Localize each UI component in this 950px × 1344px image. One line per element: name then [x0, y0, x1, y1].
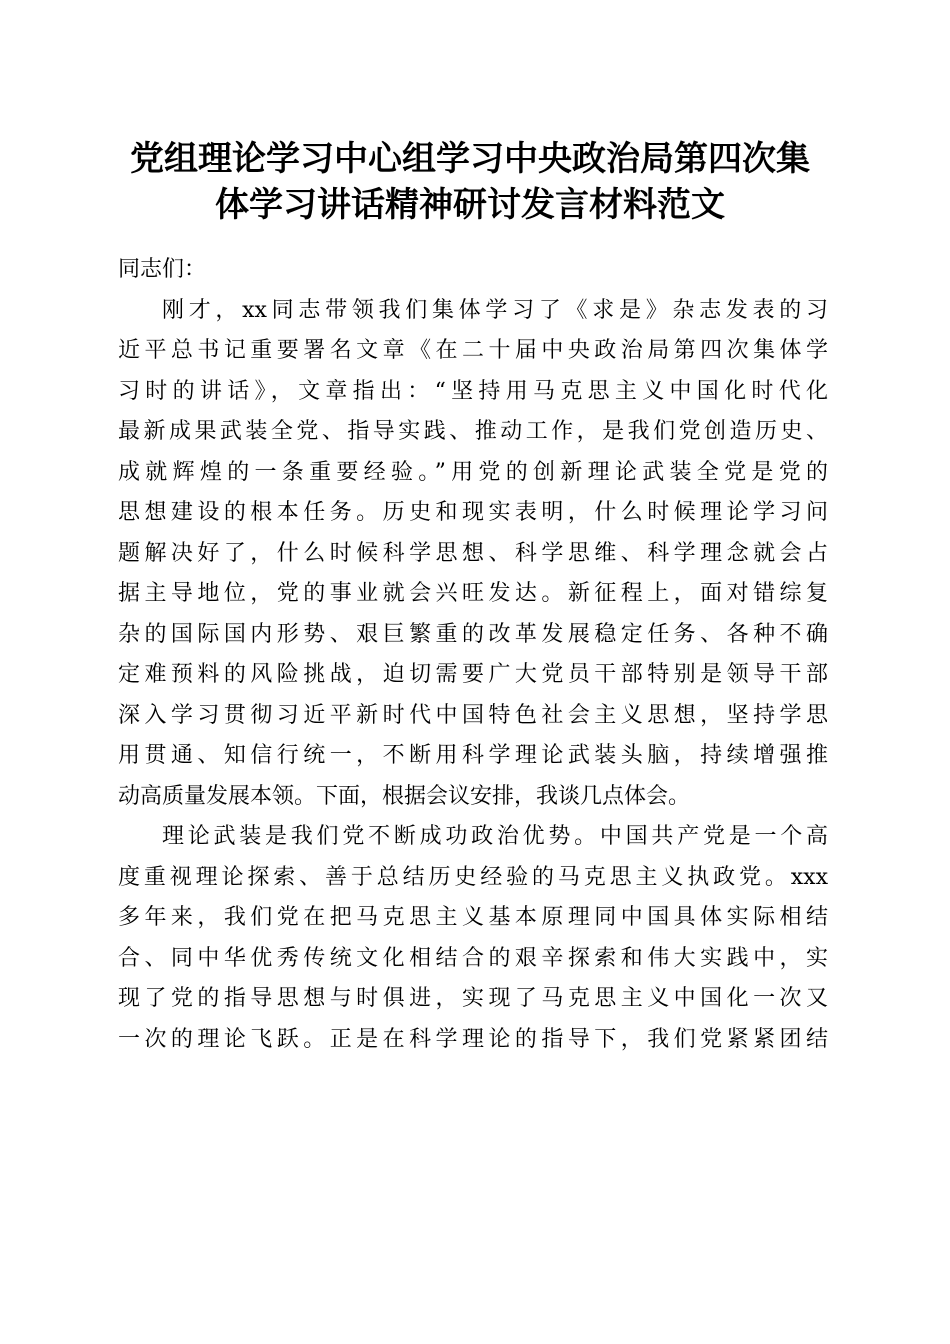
paragraph-line: 刚才，xx同志带领我们集体学习了《求是》杂志发表的习: [162, 297, 828, 323]
title-line-1: 党组理论学习中心组学习中央政治局第四次集: [130, 139, 810, 179]
document-body: [118, 250, 828, 1060]
paragraph-line: 深入学习贯彻习近平新时代中国特色社会主义思想，坚持学思: [118, 702, 828, 728]
paragraph-line: 度重视理论探索、善于总结历史经验的马克思主义执政党。xxx: [118, 864, 828, 890]
paragraph-line: 杂的国际国内形势、艰巨繁重的改革发展稳定任务、各种不确: [118, 621, 828, 647]
paragraph-line: 定难预料的风险挑战，迫切需要广大党员干部特别是领导干部: [118, 662, 828, 687]
paragraph-line: 题解决好了，什么时候科学思想、科学思维、科学理念就会占: [118, 540, 828, 566]
title-line-2: 体学习讲话精神研讨发言材料范文: [215, 185, 725, 225]
paragraph-line: 思想建设的根本任务。历史和现实表明，什么时候理论学习问: [118, 500, 828, 525]
paragraph-line: 近平总书记重要署名文章《在二十届中央政治局第四次集体学: [118, 338, 828, 363]
greeting: 同志们：: [118, 257, 207, 282]
paragraph-line: 合、同中华优秀传统文化相结合的艰辛探索和伟大实践中，实: [118, 945, 828, 971]
paragraph-line: 成就辉煌的一条重要经验。”用党的创新理论武装全党是党的: [118, 459, 828, 485]
paragraph-line: 理论武装是我们党不断成功政治优势。中国共产党是一个高: [162, 824, 828, 849]
paragraph-line: 多年来，我们党在把马克思主义基本原理同中国具体实际相结: [118, 905, 828, 930]
paragraph-line: 现了党的指导思想与时俱进，实现了马克思主义中国化一次又: [118, 986, 828, 1011]
paragraph-line: 习时的讲话》，文章指出：“坚持用马克思主义中国化时代化: [118, 378, 828, 404]
document-title: [100, 136, 840, 228]
paragraph-line: 一次的理论飞跃。正是在科学理论的指导下，我们党紧紧团结: [118, 1026, 828, 1052]
paragraph-line: 最新成果武装全党、指导实践、推动工作，是我们党创造历史、: [118, 419, 828, 444]
paragraph-line: 用贯通、知信行统一，不断用科学理论武装头脑，持续增强推: [118, 743, 828, 768]
paragraph-line: 据主导地位，党的事业就会兴旺发达。新征程上，面对错综复: [118, 581, 828, 606]
paragraph-line: 动高质量发展本领。下面，根据会议安排，我谈几点体会。: [118, 783, 691, 809]
